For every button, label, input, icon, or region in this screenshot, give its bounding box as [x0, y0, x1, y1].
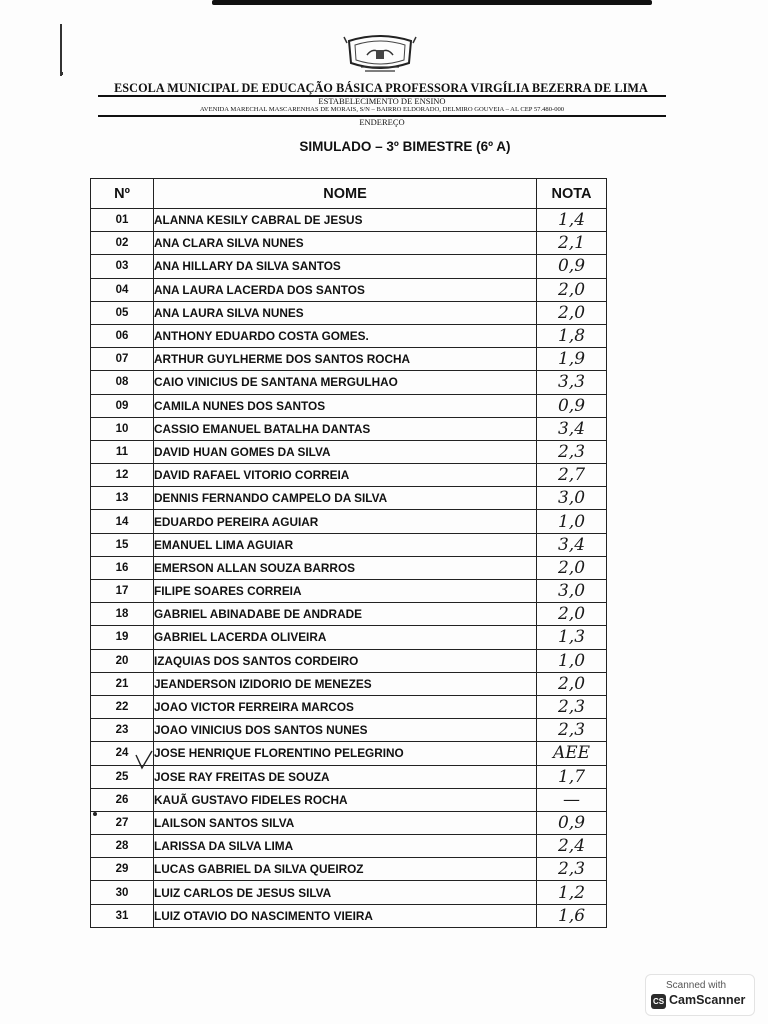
student-name: ANA LAURA SILVA NUNES — [154, 301, 537, 324]
table-row — [91, 324, 607, 347]
table-row — [91, 765, 607, 788]
student-number: 09 — [91, 394, 154, 417]
student-name: LUIZ CARLOS DE JESUS SILVA — [154, 881, 537, 904]
student-grade: 2,0 — [537, 603, 607, 626]
student-number: 11 — [91, 440, 154, 463]
student-name: IZAQUIAS DOS SANTOS CORDEIRO — [154, 649, 537, 672]
student-number: 05 — [91, 301, 154, 324]
camscanner-logo-icon: CS — [651, 994, 666, 1009]
table-row — [91, 695, 607, 718]
student-number: 22 — [91, 695, 154, 718]
student-number: 21 — [91, 672, 154, 695]
table-row — [91, 417, 607, 440]
student-grade: 2,7 — [537, 464, 607, 487]
student-grade: 2,0 — [537, 672, 607, 695]
student-grade: 1,7 — [537, 765, 607, 788]
student-grade: 3,0 — [537, 487, 607, 510]
margin-dot — [60, 72, 63, 75]
student-grade: 2,0 — [537, 556, 607, 579]
student-grade: 0,9 — [537, 811, 607, 834]
student-name: ARTHUR GUYLHERME DOS SANTOS ROCHA — [154, 348, 537, 371]
table-header-row — [91, 179, 607, 209]
student-name: ANA LAURA LACERDA DOS SANTOS — [154, 278, 537, 301]
margin-bullet — [93, 812, 97, 816]
student-grade: 2,3 — [537, 695, 607, 718]
student-name: EMANUEL LIMA AGUIAR — [154, 533, 537, 556]
student-grade: 3,4 — [537, 533, 607, 556]
student-name: DAVID RAFAEL VITORIO CORREIA — [154, 464, 537, 487]
establishment-label: ESTABELECIMENTO DE ENSINO — [318, 96, 446, 106]
student-name: CAIO VINICIUS DE SANTANA MERGULHAO — [154, 371, 537, 394]
student-grade: 1,3 — [537, 626, 607, 649]
student-name: GABRIEL ABINADABE DE ANDRADE — [154, 603, 537, 626]
student-grade: 1,8 — [537, 324, 607, 347]
table-row — [91, 881, 607, 904]
table-row — [91, 742, 607, 765]
student-number: 10 — [91, 417, 154, 440]
student-number: 27 — [91, 811, 154, 834]
camscanner-watermark — [645, 974, 755, 1016]
student-name: ALANNA KESILY CABRAL DE JESUS — [154, 209, 537, 232]
student-number: 30 — [91, 881, 154, 904]
table-row — [91, 858, 607, 881]
checkmark-icon — [135, 750, 153, 770]
student-grade: 1,0 — [537, 510, 607, 533]
student-number: 07 — [91, 348, 154, 371]
student-name: GABRIEL LACERDA OLIVEIRA — [154, 626, 537, 649]
table-row — [91, 811, 607, 834]
student-grade: 1,6 — [537, 904, 607, 927]
student-number: 13 — [91, 487, 154, 510]
student-number: 24 — [91, 742, 154, 765]
margin-pen-mark — [60, 24, 62, 76]
table-row — [91, 255, 607, 278]
student-grade: 1,2 — [537, 881, 607, 904]
student-number: 31 — [91, 904, 154, 927]
student-grade: 2,4 — [537, 835, 607, 858]
table-row — [91, 835, 607, 858]
student-number: 25 — [91, 765, 154, 788]
table-row — [91, 464, 607, 487]
table-row — [91, 440, 607, 463]
student-number: 23 — [91, 719, 154, 742]
student-grade: 1,0 — [537, 649, 607, 672]
table-row — [91, 556, 607, 579]
table-row — [91, 348, 607, 371]
table-row — [91, 232, 607, 255]
table-row — [91, 580, 607, 603]
column-header-number: Nº — [91, 179, 154, 209]
top-edge-mark — [212, 0, 652, 5]
table-row — [91, 603, 607, 626]
student-number: 19 — [91, 626, 154, 649]
student-grade: 3,4 — [537, 417, 607, 440]
student-number: 01 — [91, 209, 154, 232]
student-number: 28 — [91, 835, 154, 858]
student-number: 15 — [91, 533, 154, 556]
student-name: FILIPE SOARES CORREIA — [154, 580, 537, 603]
student-number: 12 — [91, 464, 154, 487]
student-grade: 2,0 — [537, 301, 607, 324]
student-number: 18 — [91, 603, 154, 626]
table-row — [91, 719, 607, 742]
page-title: SIMULADO – 3º BIMESTRE (6º A) — [299, 139, 511, 154]
student-name: JOAO VICTOR FERREIRA MARCOS — [154, 695, 537, 718]
student-grade: 2,3 — [537, 440, 607, 463]
camscanner-brand: CamScanner — [669, 993, 746, 1007]
student-name: JEANDERSON IZIDORIO DE MENEZES — [154, 672, 537, 695]
student-number: 20 — [91, 649, 154, 672]
table-row — [91, 672, 607, 695]
student-grade: AEE — [537, 742, 607, 765]
student-number: 03 — [91, 255, 154, 278]
student-number: 02 — [91, 232, 154, 255]
school-address: AVENIDA MARECHAL MASCARENHAS DE MORAIS, S/N – BAIRRO ELDORADO, DELMIRO GOUVEIA – AL CEP 57.480-000 — [199, 106, 565, 113]
table-row — [91, 904, 607, 927]
student-grade: 1,9 — [537, 348, 607, 371]
student-name: LUIZ OTAVIO DO NASCIMENTO VIEIRA — [154, 904, 537, 927]
student-grade: 2,3 — [537, 858, 607, 881]
address-label: ENDEREÇO — [359, 117, 405, 127]
student-grade: 3,3 — [537, 371, 607, 394]
student-grade: — — [537, 788, 607, 811]
student-grade: 2,3 — [537, 719, 607, 742]
table-row — [91, 394, 607, 417]
table-row — [91, 626, 607, 649]
school-name: ESCOLA MUNICIPAL DE EDUCAÇÃO BÁSICA PROFESSORA VIRGÍLIA BEZERRA DE LIMA — [114, 81, 648, 95]
scanned-with-label: Scanned with — [666, 980, 727, 991]
student-number: 29 — [91, 858, 154, 881]
student-number: 17 — [91, 580, 154, 603]
student-number: 16 — [91, 556, 154, 579]
student-name: CAMILA NUNES DOS SANTOS — [154, 394, 537, 417]
student-number: 26 — [91, 788, 154, 811]
student-name: KAUÃ GUSTAVO FIDELES ROCHA — [154, 788, 537, 811]
column-header-grade: NOTA — [537, 179, 607, 209]
student-name: JOSE RAY FREITAS DE SOUZA — [154, 765, 537, 788]
student-name: CASSIO EMANUEL BATALHA DANTAS — [154, 417, 537, 440]
student-name: ANA HILLARY DA SILVA SANTOS — [154, 255, 537, 278]
student-name: JOSE HENRIQUE FLORENTINO PELEGRINO — [154, 742, 537, 765]
student-name: EMERSON ALLAN SOUZA BARROS — [154, 556, 537, 579]
student-number: 08 — [91, 371, 154, 394]
student-name: ANTHONY EDUARDO COSTA GOMES. — [154, 324, 537, 347]
table-row — [91, 371, 607, 394]
student-number: 06 — [91, 324, 154, 347]
student-grade: 3,0 — [537, 580, 607, 603]
student-grade: 2,1 — [537, 232, 607, 255]
student-grade: 1,4 — [537, 209, 607, 232]
student-grade: 0,9 — [537, 394, 607, 417]
student-name: ANA CLARA SILVA NUNES — [154, 232, 537, 255]
student-name: LUCAS GABRIEL DA SILVA QUEIROZ — [154, 858, 537, 881]
table-row — [91, 649, 607, 672]
student-name: LAILSON SANTOS SILVA — [154, 811, 537, 834]
grades-table — [90, 178, 607, 928]
table-row — [91, 533, 607, 556]
student-grade: 2,0 — [537, 278, 607, 301]
table-row — [91, 278, 607, 301]
student-number: 14 — [91, 510, 154, 533]
student-number: 04 — [91, 278, 154, 301]
table-row — [91, 487, 607, 510]
table-row — [91, 301, 607, 324]
table-row — [91, 209, 607, 232]
column-header-name: NOME — [154, 179, 537, 209]
table-row — [91, 788, 607, 811]
municipal-crest-icon — [343, 33, 417, 77]
student-name: JOAO VINICIUS DOS SANTOS NUNES — [154, 719, 537, 742]
student-name: EDUARDO PEREIRA AGUIAR — [154, 510, 537, 533]
table-row — [91, 510, 607, 533]
student-name: LARISSA DA SILVA LIMA — [154, 835, 537, 858]
student-name: DENNIS FERNANDO CAMPELO DA SILVA — [154, 487, 537, 510]
student-name: DAVID HUAN GOMES DA SILVA — [154, 440, 537, 463]
student-grade: 0,9 — [537, 255, 607, 278]
